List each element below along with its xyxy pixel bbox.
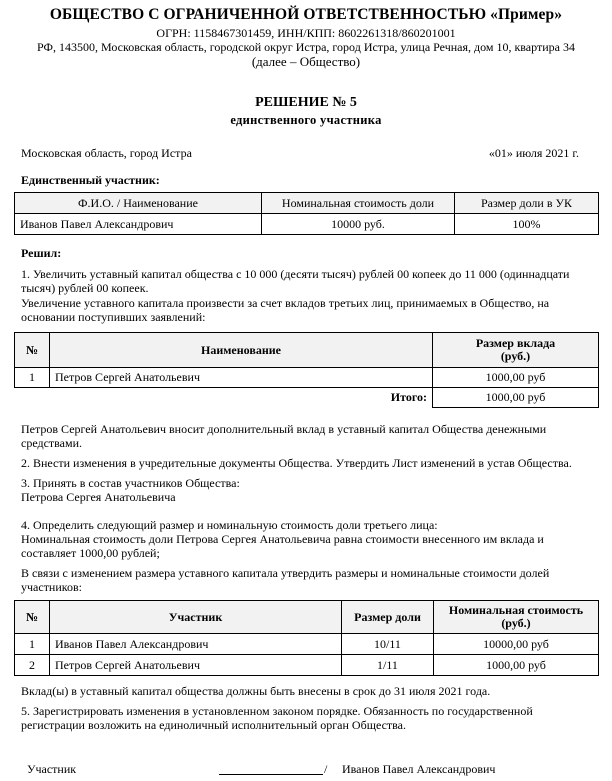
- item4-line2: Номинальная стоимость доли Петрова Сергея Анатольевича равна стоимости внесенного им вклада и: [21, 532, 544, 546]
- item3-line2: Петрова Сергея Анатольевича: [21, 490, 176, 504]
- item1-line2: тысяч) рублей 00 копеек.: [21, 281, 149, 295]
- column-header-amount-line2: (руб.): [500, 349, 531, 363]
- column-header: Размер доли в УК: [455, 193, 599, 214]
- nominal-value: 1000,00 руб: [434, 655, 599, 676]
- signature-separator: /: [324, 762, 328, 776]
- table-row: [15, 655, 599, 676]
- nominal-value: 10000,00 руб: [434, 634, 599, 655]
- deadline-text: Вклад(ы) в уставный капитал общества должны быть внесены в срок до 31 июля 2021 года.: [21, 684, 491, 698]
- total-row: [15, 388, 599, 408]
- column-header-number: №: [15, 333, 50, 368]
- table-header-row: [15, 333, 599, 368]
- org-alias: (далее – Общество): [251, 54, 361, 69]
- column-header-nominal: [434, 601, 599, 634]
- column-header-nominal-line1: Номинальная стоимость: [448, 603, 584, 617]
- sole-participant-table: [14, 192, 599, 235]
- participant-name: Иванов Павел Александрович: [15, 214, 262, 235]
- contribution-note-line2: средствами.: [21, 436, 83, 450]
- item3-line1: 3. Принять в состав участников Общества:: [21, 476, 240, 490]
- item4-line1: 4. Определить следующий размер и номинальную стоимость доли третьего лица:: [21, 518, 438, 532]
- item5-line2: регистрации возложить на единоличный исполнительный орган Общества.: [21, 718, 406, 732]
- org-name: ОБЩЕСТВО С ОГРАНИЧЕННОЙ ОТВЕТСТВЕННОСТЬЮ «Пример»: [49, 6, 563, 23]
- column-header-number: №: [15, 601, 50, 634]
- item4-line3: составляет 1000,00 рублей;: [21, 546, 160, 560]
- row-number: 1: [15, 634, 50, 655]
- signatory-name: Иванов Павел Александрович: [342, 762, 496, 776]
- participant-name: Петров Сергей Анатольевич: [50, 655, 342, 676]
- table-row: [15, 634, 599, 655]
- contribution-amount: 1000,00 руб: [433, 368, 599, 388]
- item2: 2. Внести изменения в учредительные документы Общества. Утвердить Лист изменений в устав Общества.: [21, 456, 572, 470]
- org-registration: ОГРН: 1158467301459, ИНН/КПП: 8602261318/860201001: [156, 26, 456, 40]
- table-header-row: [15, 193, 599, 214]
- shares-intro-line2: участников:: [21, 580, 82, 594]
- column-header-participant: Участник: [50, 601, 342, 634]
- share-size: 10/11: [342, 634, 434, 655]
- table-row: [15, 214, 599, 235]
- contribution-note-line1: Петров Сергей Анатольевич вносит дополнительный вклад в уставный капитал Общества денежными: [21, 422, 547, 436]
- shares-intro-line1: В связи с изменением размера уставного капитала утвердить размеры и номинальные стоимости долей: [21, 566, 550, 580]
- row-number: 1: [15, 368, 50, 388]
- contributions-table: [14, 332, 599, 408]
- contributor-name: Петров Сергей Анатольевич: [50, 368, 433, 388]
- table-row: [15, 368, 599, 388]
- decision-subtitle: единственного участника: [230, 113, 382, 127]
- column-header-name: Наименование: [50, 333, 433, 368]
- column-header-nominal-line2: (руб.): [501, 616, 531, 630]
- column-header-amount: [433, 333, 599, 368]
- column-header-share: Размер доли: [342, 601, 434, 634]
- column-header: Номинальная стоимость доли: [262, 193, 455, 214]
- share-size: 1/11: [342, 655, 434, 676]
- column-header: Ф.И.О. / Наименование: [15, 193, 262, 214]
- decision-date: «01» июля 2021 г.: [488, 146, 579, 160]
- table-header-row: [15, 601, 599, 634]
- nominal-value: 10000 руб.: [262, 214, 455, 235]
- share-size: 100%: [455, 214, 599, 235]
- signature-line: [219, 774, 323, 775]
- item1-line4: основании поступивших заявлений:: [21, 310, 206, 324]
- signature-role: Участник: [27, 762, 77, 776]
- resolved-label: Решил:: [21, 246, 62, 260]
- shares-table: [14, 600, 599, 676]
- item1-line3: Увеличение уставного капитала произвести за счет вкладов третьих лиц, принимаемых в Общество, на: [21, 296, 550, 310]
- sole-participant-label: Единственный участник:: [21, 173, 160, 187]
- column-header-amount-line1: Размер вклада: [475, 336, 556, 350]
- decision-title: РЕШЕНИЕ № 5: [255, 95, 357, 110]
- org-address: РФ, 143500, Московская область, городской округ Истра, город Истра, улица Речная, дом 10, квартира 34: [37, 40, 575, 54]
- decision-place: Московская область, город Истра: [21, 146, 192, 160]
- row-number: 2: [15, 655, 50, 676]
- item5-line1: 5. Зарегистрировать изменения в установленном законом порядке. Обязанность по государственной: [21, 704, 533, 718]
- participant-name: Иванов Павел Александрович: [50, 634, 342, 655]
- item1-line1: 1. Увеличить уставный капитал общества с 10 000 (десяти тысяч) рублей 00 копеек до 11 000 (одиннадцати: [21, 267, 570, 281]
- total-value: 1000,00 руб: [433, 388, 599, 408]
- total-label: Итого:: [50, 388, 433, 408]
